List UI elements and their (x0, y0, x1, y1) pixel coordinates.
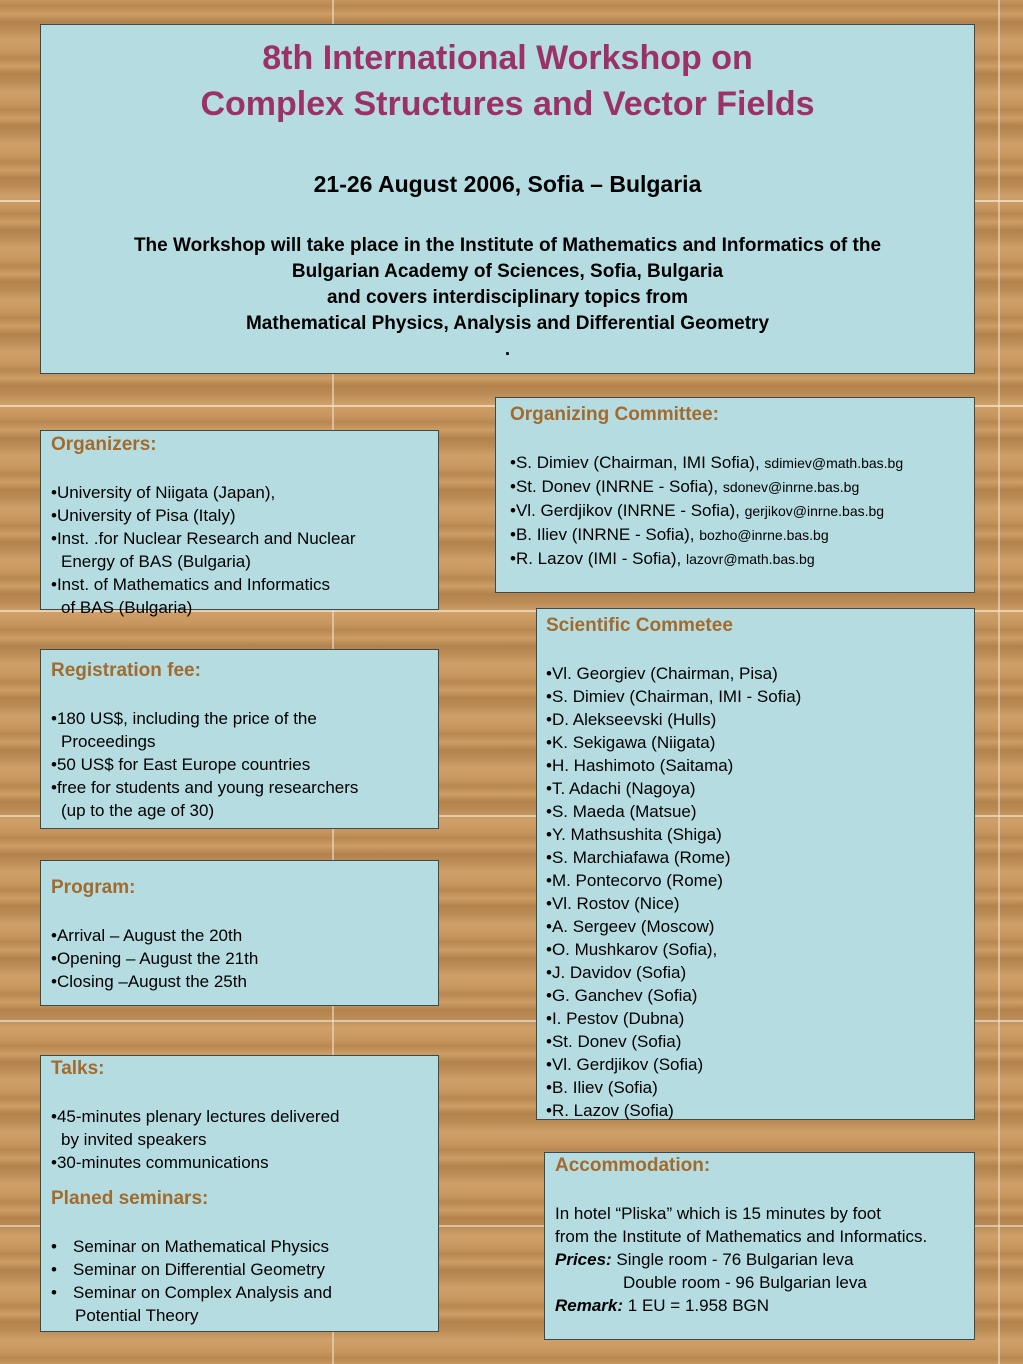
list-item: •Inst. of Mathematics and Informatics (51, 575, 331, 594)
registration-heading: Registration fee: (51, 660, 201, 681)
list-item: of BAS (Bulgaria) (61, 598, 193, 617)
scientific-heading: Scientific Commetee (546, 615, 733, 636)
list-item: •free for students and young researchers (51, 778, 359, 797)
list-item: •180 US$, including the price of the (51, 709, 317, 728)
list-item: •Opening – August the 21th (51, 949, 259, 968)
organizers-panel (40, 430, 439, 617)
email-text: sdonev@inrne.bas.bg (722, 479, 860, 495)
email-text: sdimiev@math.bas.bg (764, 455, 904, 471)
seminar-item: • Seminar on Mathematical Physics (51, 1237, 330, 1256)
email-text: lazovr@math.bas.bg (686, 551, 815, 567)
list-item: •S. Maeda (Matsue) (546, 802, 697, 821)
list-item: •D. Alekseevski (Hulls) (546, 710, 717, 729)
remark: Remark: 1 EU = 1.958 BGN (555, 1296, 770, 1315)
list-item: •S. Dimiev (Chairman, IMI - Sofia) (546, 687, 802, 706)
list-item: •R. Lazov (Sofia) (546, 1101, 674, 1120)
list-item: •S. Marchiafawa (Rome) (546, 848, 731, 867)
list-item: •45-minutes plenary lectures delivered (51, 1107, 340, 1126)
workshop-description: The Workshop will take place in the Institute of Mathematics and Informatics of the Bulgarian Academy of Sciences, Sofia, Bulgaria and covers interdisciplinary topics from Mathematical Physics, Analysis and Differential Geometry . (133, 235, 882, 360)
committee-member: •B. Iliev (INRNE - Sofia), bozho@inrne.bas.bg (510, 525, 829, 544)
list-item: •T. Adachi (Nagoya) (546, 779, 696, 798)
talks-heading: Talks: (51, 1058, 105, 1079)
list-item: •30-minutes communications (51, 1153, 269, 1172)
list-item: (up to the age of 30) (61, 801, 215, 820)
prices-label: Prices: (555, 1250, 612, 1269)
list-item: •Arrival – August the 20th (51, 926, 243, 945)
list-item: •Inst. .for Nuclear Research and Nuclear (51, 529, 356, 548)
accommodation-line: In hotel “Pliska” which is 15 minutes by foot (555, 1204, 881, 1223)
accommodation-panel (544, 1152, 975, 1340)
list-item: •50 US$ for East Europe countries (51, 755, 311, 774)
list-item: •K. Sekigawa (Niigata) (546, 733, 716, 752)
committee-member: •St. Donev (INRNE - Sofia), sdonev@inrne.bas.bg (510, 477, 860, 496)
list-item: •H. Hashimoto (Saitama) (546, 756, 734, 775)
email-text: gerjikov@inrne.bas.bg (744, 503, 885, 519)
list-item: •M. Pontecorvo (Rome) (546, 871, 723, 890)
list-item: •Vl. Georgiev (Chairman, Pisa) (546, 664, 778, 683)
list-item: •Closing –August the 25th (51, 972, 247, 991)
program-heading: Program: (51, 877, 136, 898)
remark-label: Remark: (555, 1296, 624, 1315)
list-item: •University of Niigata (Japan), (51, 483, 276, 502)
program-panel (40, 860, 439, 1006)
list-item: •B. Iliev (Sofia) (546, 1078, 658, 1097)
list-item: •University of Pisa (Italy) (51, 506, 236, 525)
accommodation-heading: Accommodation: (555, 1155, 711, 1176)
committee-member: •S. Dimiev (Chairman, IMI Sofia), sdimiev@math.bas.bg (510, 453, 904, 472)
committee-member: •R. Lazov (IMI - Sofia), lazovr@math.bas.bg (510, 549, 815, 568)
organizing-committee-panel (495, 397, 975, 593)
committee-heading: Organizing Committee: (510, 404, 720, 425)
registration-fee-panel (40, 649, 439, 829)
seminar-item: • Seminar on Differential Geometry (51, 1260, 325, 1279)
scientific-committee-panel (536, 608, 975, 1120)
seminar-item: • Seminar on Complex Analysis and (51, 1283, 332, 1302)
email-text: bozho@inrne.bas.bg (699, 527, 829, 543)
price-single: Prices: Single room - 76 Bulgarian leva (555, 1250, 854, 1269)
list-item: by invited speakers (61, 1130, 207, 1149)
seminars-heading: Planed seminars: (51, 1188, 209, 1209)
list-item: Energy of BAS (Bulgaria) (61, 552, 251, 571)
price-double: Double room - 96 Bulgarian leva (623, 1273, 867, 1292)
list-item: •G. Ganchev (Sofia) (546, 986, 698, 1005)
list-item: •O. Mushkarov (Sofia), (546, 940, 718, 959)
workshop-title: 8th International Workshop on Complex Structures and Vector Fields (200, 39, 815, 123)
list-item: •Vl. Gerdjikov (Sofia) (546, 1055, 704, 1074)
header-panel (40, 24, 975, 374)
list-item: •J. Davidov (Sofia) (546, 963, 687, 982)
list-item: •St. Donev (Sofia) (546, 1032, 682, 1051)
list-item: Proceedings (61, 732, 156, 751)
list-item: •Vl. Rostov (Nice) (546, 894, 680, 913)
list-item: •A. Sergeev (Moscow) (546, 917, 715, 936)
accommodation-line: from the Institute of Mathematics and Informatics. (555, 1227, 928, 1246)
committee-member: •Vl. Gerdjikov (INRNE - Sofia), gerjikov@inrne.bas.bg (510, 501, 885, 520)
organizers-heading: Organizers: (51, 434, 157, 455)
date-place: 21-26 August 2006, Sofia – Bulgaria (313, 171, 702, 197)
list-item: •Y. Mathsushita (Shiga) (546, 825, 722, 844)
seminar-item-continued: Potential Theory (75, 1306, 199, 1325)
talks-panel (40, 1055, 439, 1332)
list-item: •I. Pestov (Dubna) (546, 1009, 685, 1028)
